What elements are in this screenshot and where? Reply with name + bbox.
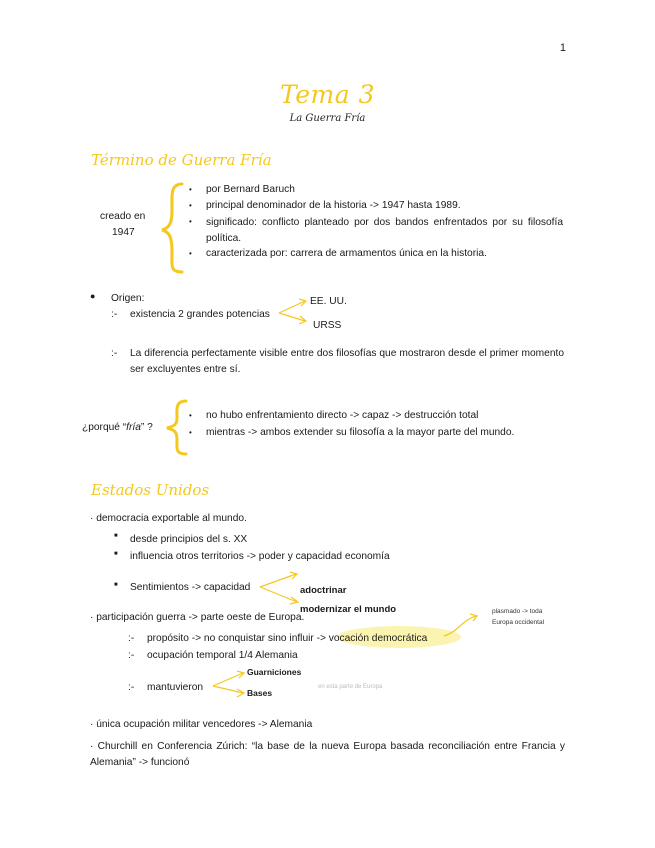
side-label: creado en (100, 211, 146, 222)
bullet-square: ■ (114, 551, 118, 557)
text-line: · única ocupación militar vencedores -> Alemania (90, 719, 313, 730)
list-item: significado: conflicto planteado por dos bandos enfrentados por su filosofía política. (206, 217, 563, 244)
marker: :- (128, 633, 135, 644)
bullet-dot: • (189, 201, 192, 210)
branch-eeuu: EE. UU. (310, 296, 347, 307)
churchill-text: · Churchill en Conferencia Zúrich: “la base de la nueva Europa basada reconciliación entre Francia y Alemania” -> funcionó (90, 741, 565, 768)
marginal-note: Europa occidental (492, 619, 545, 626)
branch-modernizar: modernizar el mundo (300, 604, 397, 615)
list-item: no hubo enfrentamiento directo -> capaz -> destrucción total (206, 410, 479, 421)
bullet-dot: • (189, 249, 192, 258)
bullet-dot: • (189, 185, 192, 194)
bullet-dot: • (189, 217, 192, 226)
page-number: 1 (559, 42, 566, 54)
curly-brace-1 (162, 184, 182, 272)
origin-label: Origen: (111, 293, 145, 304)
marker: :- (111, 348, 118, 359)
marker: :- (111, 309, 118, 320)
section-heading-guerra-fria: Término de Guerra Fría (91, 151, 272, 169)
occupation-line: ocupación temporal 1/4 Alemania (147, 650, 298, 661)
list-item: caracterizada por: carrera de armamentos única en la historia. (206, 248, 487, 259)
bullet-square: ■ (114, 582, 118, 588)
side-label-year: 1947 (112, 227, 135, 238)
section-heading-estados-unidos: Estados Unidos (91, 481, 210, 499)
list-item: influencia otros territorios -> poder y capacidad economía (130, 551, 390, 562)
text-line: · democracia exportable al mundo. (90, 513, 247, 524)
faint-note: en esta parte de Europa (318, 684, 383, 690)
page-subtitle: La Guerra Fría (289, 113, 366, 124)
marker: :- (128, 682, 135, 693)
bullet-square: ■ (114, 533, 118, 539)
branch-urss: URSS (313, 320, 342, 331)
marker: :- (128, 650, 135, 661)
arrow-eeuu (279, 299, 306, 313)
origin-line: existencia 2 grandes potencias (130, 309, 270, 320)
arrow-urss (279, 313, 306, 324)
curly-brace-2 (167, 401, 186, 454)
marginal-note: plasmado -> toda (492, 608, 543, 615)
list-item: principal denominador de la historia -> 1947 hasta 1989. (206, 200, 461, 211)
branch-adoctrinar: adoctrinar (300, 585, 347, 596)
why-question: ¿porqué “fría” ? (82, 422, 153, 433)
kept-line: mantuvieron (147, 682, 204, 693)
page-title: Tema 3 (280, 80, 375, 109)
bullet-dot: ● (90, 291, 96, 301)
list-item: por Bernard Baruch (206, 184, 295, 195)
arrow-adoctrinar (260, 572, 297, 587)
list-item: mientras -> ambos extender su filosofía a la mayor parte del mundo. (206, 427, 515, 438)
list-item: desde principios del s. XX (130, 534, 248, 545)
purpose-line: propósito -> no conquistar sino influir -> vocación democrática (147, 633, 428, 644)
branch-bases: Bases (247, 688, 273, 698)
arrow-guarniciones (213, 671, 244, 686)
text-line: · participación guerra -> parte oeste de Europa. (90, 612, 305, 623)
arrow-bases (213, 686, 244, 697)
list-item: Sentimientos -> capacidad (130, 582, 251, 593)
branch-guarniciones: Guarniciones (247, 667, 302, 677)
arrow-modernizar (260, 587, 298, 604)
difference-text: La diferencia perfectamente visible entre dos filosofías que mostraron desde el primer momento ser excluyentes entre sí. (130, 348, 564, 375)
bullet-dot: • (189, 411, 192, 420)
bullet-dot: • (189, 428, 192, 437)
